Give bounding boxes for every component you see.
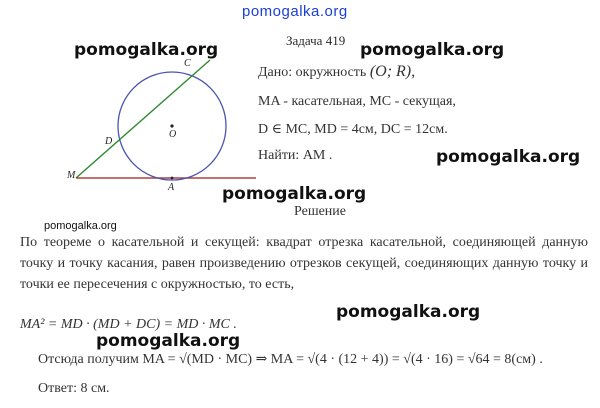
given-line [258,63,415,81]
point-a [171,177,174,180]
watermark: pomogalka.org [96,331,241,351]
label-o: O [169,129,177,140]
label-a: A [168,182,175,193]
geometry-figure [60,50,260,195]
watermark: pomogalka.org [360,40,505,60]
given-label: Дано: окружность [258,65,367,80]
find-line: Найти: AM . [258,148,333,163]
watermark: pomogalka.org [44,220,117,232]
center-point-o [170,124,173,127]
watermark: pomogalka.org [222,184,367,204]
answer-line: Ответ: 8 см. [38,381,110,396]
formula-1: MA² = MD · (MD + DC) = MD · MC . [20,317,237,332]
label-m: M [67,170,76,181]
given-line-2: MA - касательная, MC - секущая, [258,94,456,109]
watermark: pomogalka.org [336,302,481,322]
watermark: pomogalka.org [74,40,219,60]
given-circle: (O; R), [369,63,416,80]
solution-heading: Решение [294,204,347,219]
solution-paragraph: По теореме о касательной и секущей: квадрат отрезка касательной, соединяющей данную точку и точку касания, равен произведению отрезков секущей, соединяющих данную точку и точки ее пересечения с окружностью, то есть, [20,235,588,292]
result-line: Отсюда получим MA = √(MD · MC) ⇒ MA = √(4 · (12 + 4)) = √(4 · 16) = √64 = 8(см) . [38,352,543,367]
watermark: pomogalka.org [436,147,581,167]
secant-line-mc [76,60,210,178]
label-d: D [105,136,113,147]
given-line-3: D ∈ MC, MD = 4см, DC = 12см. [258,122,448,137]
problem-title: Задача 419 [286,33,346,48]
watermark-top[interactable]: pomogalka.org [242,3,348,20]
label-c: C [184,58,191,69]
